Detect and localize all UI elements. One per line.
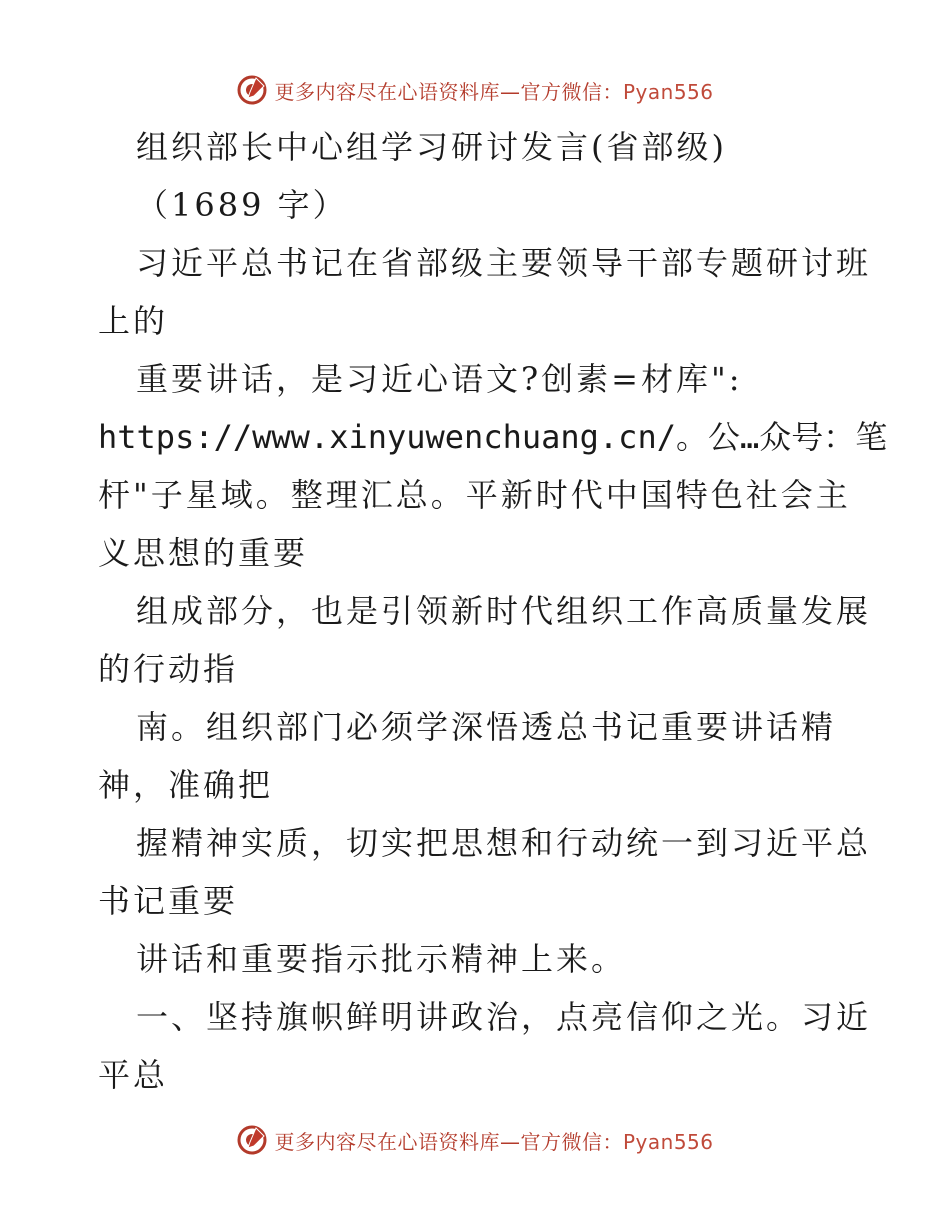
paragraph-line-url [98,408,888,466]
paragraph-line: 重要讲话，是习近心语文?创素=材库": [136,360,743,398]
header-watermark-banner [0,70,950,110]
footer-watermark-label: 更多内容尽在心语资料库—官方微信： [274,1129,623,1154]
header-watermark-handle: Pyan556 [622,79,714,104]
document-title: 组织部长中心组学习研讨发言(省部级) [136,128,727,166]
paragraph-line: 讲话和重要指示批示精神上来。 [136,940,627,978]
pen-logo-icon [236,74,268,106]
footer-watermark-banner [0,1120,950,1160]
header-watermark-label: 更多内容尽在心语资料库—官方微信： [274,79,623,104]
paragraph-line: 握精神实质，切实把思想和行动统一到习近平总 [136,824,872,862]
url-text: https://www.xinyuwenchuang.cn/。公…众号：笔 [98,418,888,456]
paragraph-line: 书记重要 [98,882,239,920]
paragraph-line: 神，准确把 [98,766,274,804]
paragraph-line: 的行动指 [98,650,239,688]
paragraph-line: 习近平总书记在省部级主要领导干部专题研讨班 [136,244,872,282]
section-heading-line: 一、坚持旗帜鲜明讲政治，点亮信仰之光。习近 [136,998,872,1036]
paragraph-line: 义思想的重要 [98,534,309,572]
footer-watermark-handle: Pyan556 [622,1129,714,1154]
pen-logo-icon [236,1124,268,1156]
paragraph-line: 南。组织部门必须学深悟透总书记重要讲话精 [136,708,837,746]
paragraph-line: 杆"子星域。整理汇总。平新时代中国特色社会主 [98,476,851,514]
paragraph-line: 平总 [98,1056,169,1094]
word-count: （1689 字） [136,186,348,224]
footer-watermark-text [274,1126,713,1155]
header-watermark-text [274,76,713,105]
paragraph-line: 组成部分，也是引领新时代组织工作高质量发展 [136,592,872,630]
paragraph-line: 上的 [98,302,169,340]
document-body [98,118,888,1104]
